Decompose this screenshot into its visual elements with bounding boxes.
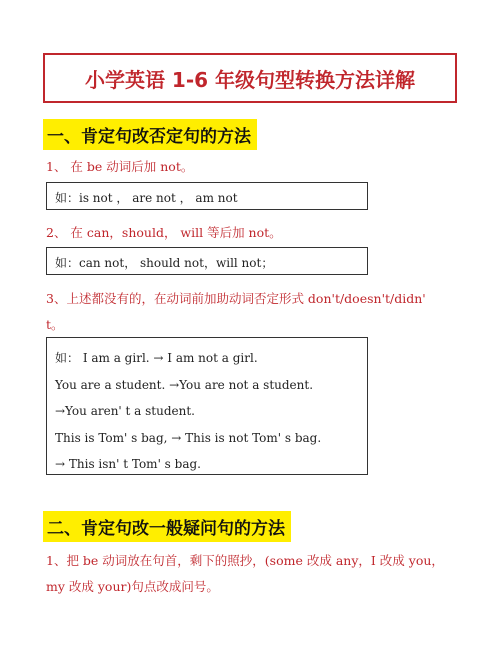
example-line: 如： I am a girl. → I am not a girl. <box>55 351 258 365</box>
section1-example-box1 <box>46 182 368 210</box>
example-text: 如：can not， should not，will not； <box>55 256 274 270</box>
section1-rule3-line1: 3、上述都没有的，在动词前加助动词否定形式 don't/doesn't/didn' <box>46 291 426 306</box>
section1-rule2: 2、 在 can，should， will 等后加 not。 <box>46 225 282 240</box>
section2-rule1-line1: 1、把 be 动词放在句首，剩下的照抄，(some 改成 any，I 改成 you， <box>46 553 444 568</box>
example-line: This is Tom' s bag, → This is not Tom' s bag. <box>55 430 322 445</box>
example-text: 如：is not ， are not ， am not <box>55 191 238 205</box>
section1-rule3-line2: t。 <box>46 317 64 332</box>
page-title: 小学英语 1-6 年级句型转换方法详解 <box>84 67 416 92</box>
section2-heading: 二、肯定句改一般疑问句的方法 <box>43 511 291 542</box>
section1-rule1: 1、 在 be 动词后加 not。 <box>46 159 194 174</box>
section1-example-box3 <box>46 337 368 475</box>
section1-heading: 一、肯定句改否定句的方法 <box>43 119 257 150</box>
example-line: →You aren' t a student. <box>55 404 195 418</box>
example-line: You are a student. →You are not a student. <box>55 377 314 392</box>
section2-rule1-line2: my 改成 your)句点改成问号。 <box>46 579 219 594</box>
title-box <box>43 53 457 103</box>
example-line: → This isn' t Tom' s bag. <box>55 457 201 471</box>
section1-example-box2 <box>46 247 368 275</box>
